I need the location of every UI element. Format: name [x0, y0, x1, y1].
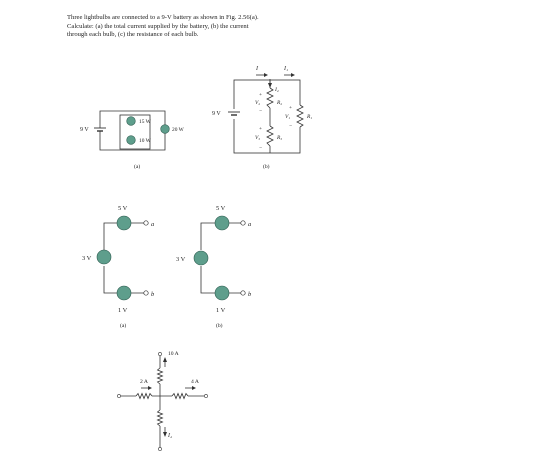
- fig-d-bottom-source-label: 1 V: [216, 307, 226, 314]
- fig-b-label-r3: R₃: [277, 135, 283, 141]
- fig-d-side-source: [194, 251, 208, 265]
- fig-c-top-source: [117, 216, 131, 230]
- fig-e-current-right: 4 A: [191, 379, 199, 385]
- fig-c-node-a: a: [151, 221, 155, 228]
- fig-a-battery-label: 9 V: [80, 127, 89, 133]
- fig-a-caption: (a): [134, 164, 141, 170]
- fig-c-side-source-label: 3 V: [82, 255, 92, 262]
- fig-e-current-bottom: I₄: [168, 433, 172, 439]
- current-i-arrow: [264, 73, 268, 77]
- fig-b-label-r2: R₂: [277, 100, 283, 106]
- fig-a-bulb3-label: 20 W: [172, 127, 184, 133]
- fig-e-current-left: 2 A: [140, 379, 148, 385]
- fig-b-label-i1: I₁: [284, 66, 289, 72]
- fig-a-bulb1-label: 15 W: [139, 119, 151, 125]
- fig-e-terminal-left: [117, 394, 120, 397]
- fig-b-minus-v1: −: [289, 123, 293, 129]
- fig-c-bottom-source: [117, 286, 131, 300]
- fig-b-label-v3: V₃: [255, 135, 261, 141]
- bulb-15w: [127, 117, 136, 126]
- fig-c-top-source-label: 5 V: [118, 205, 128, 212]
- fig-c-node-b: b: [151, 291, 155, 298]
- fig-c-bottom-source-label: 1 V: [118, 307, 128, 314]
- fig-d-caption: (b): [216, 323, 223, 329]
- fig-b-label-v1: V₁: [285, 114, 291, 120]
- figure-d: [176, 205, 251, 329]
- terminal-b-left: [144, 291, 148, 295]
- fig-b-label-i2: I₂: [275, 87, 279, 93]
- problem-line-3: through each bulb, (c) the resistance of each bulb.: [67, 31, 199, 39]
- fig-d-node-b: b: [248, 291, 252, 298]
- fig-e-terminal-bottom: [158, 447, 161, 450]
- terminal-a-right: [241, 221, 245, 225]
- fig-d-bottom-source: [215, 286, 229, 300]
- current-i2-arrow: [268, 83, 272, 88]
- terminal-b-right: [241, 291, 245, 295]
- fig-b-plus-v2: +: [259, 92, 263, 98]
- fig-b-minus-v2: −: [259, 108, 263, 114]
- fig-b-caption: (b): [263, 164, 270, 170]
- terminal-a-left: [144, 221, 148, 225]
- fig-d-top-source-label: 5 V: [216, 205, 226, 212]
- figure-e: [117, 351, 207, 451]
- fig-b-plus-v3: +: [259, 126, 263, 132]
- bulb-20w: [161, 125, 170, 134]
- fig-c-side-source: [97, 250, 111, 264]
- figure-b: [212, 66, 312, 170]
- bulb-10w: [127, 136, 136, 145]
- fig-c-caption: (a): [120, 323, 127, 329]
- problem-line-2: Calculate: (a) the total current supplied by the battery, (b) the current: [67, 22, 249, 30]
- fig-d-top-source: [215, 216, 229, 230]
- fig-b-plus-v1: +: [289, 105, 293, 111]
- fig-e-current-top: 10 A: [168, 351, 179, 357]
- fig-d-side-source-label: 3 V: [176, 256, 186, 263]
- fig-a-bulb2-label: 10 W: [139, 138, 151, 144]
- figure-c: [82, 205, 154, 329]
- fig-b-label-r1: R₁: [307, 114, 313, 120]
- fig-e-terminal-right: [204, 394, 207, 397]
- fig-e-terminal-top: [158, 352, 161, 355]
- problem-line-1: Three lightbulbs are connected to a 9-V battery as shown in Fig. 2.56(a).: [67, 14, 259, 21]
- current-i1-arrow: [291, 73, 295, 77]
- figure-a: [80, 111, 185, 170]
- fig-b-label-v2: V₂: [255, 100, 261, 106]
- fig-b-minus-v3: −: [259, 145, 263, 151]
- fig-b-label-i: I: [256, 66, 258, 72]
- fig-b-battery-label: 9 V: [212, 111, 221, 117]
- fig-d-node-a: a: [248, 221, 252, 228]
